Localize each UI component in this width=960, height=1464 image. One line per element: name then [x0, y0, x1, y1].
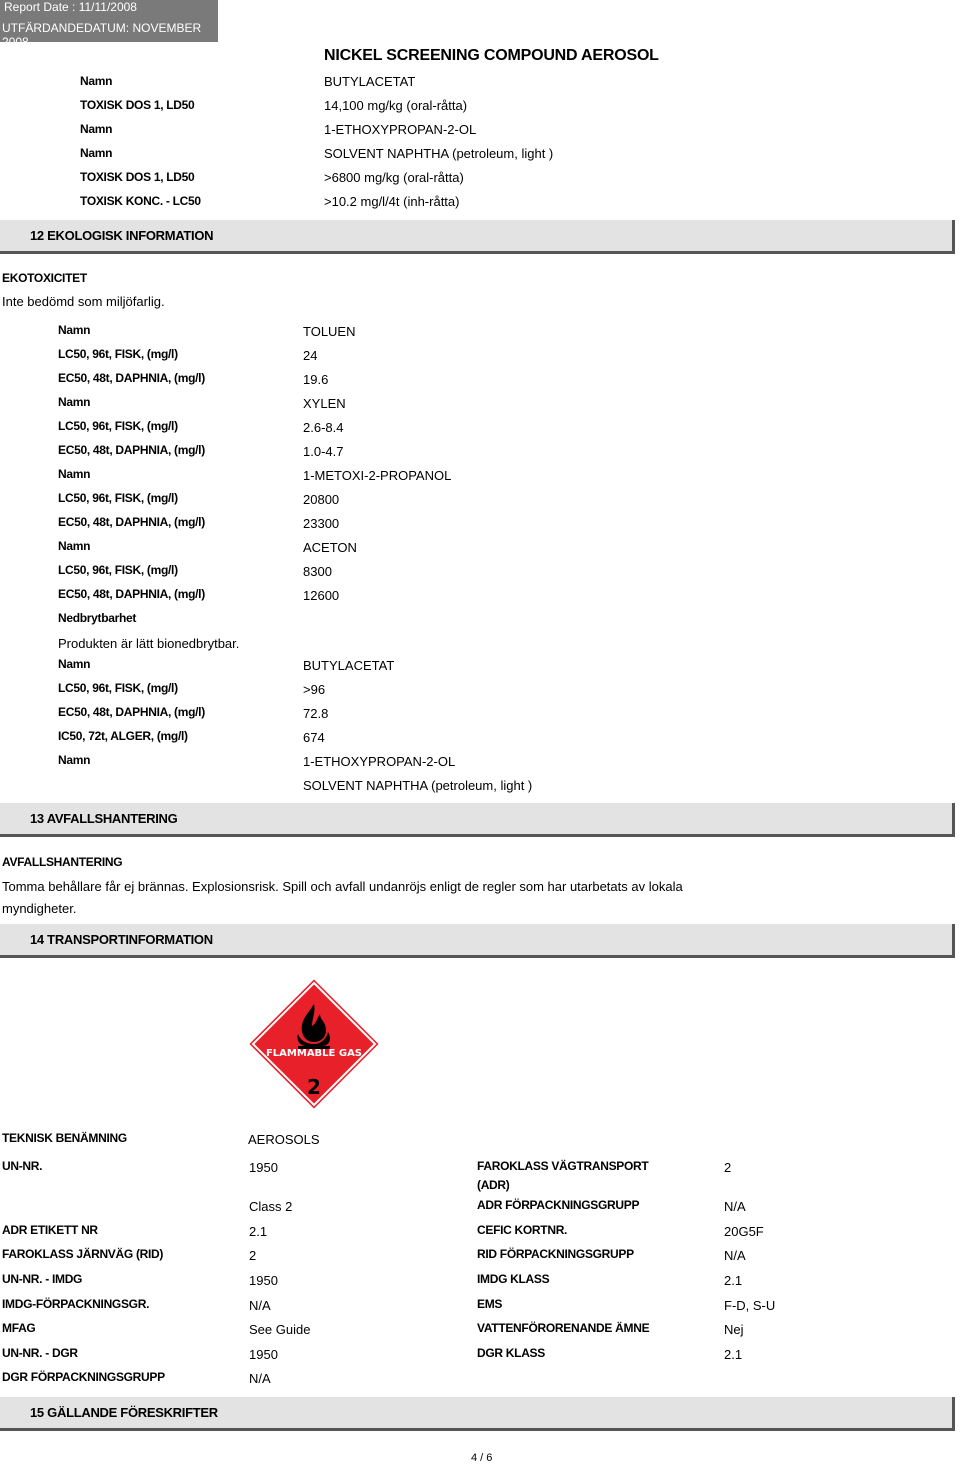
transport-value: 2.1: [249, 1224, 268, 1239]
transport-label: FAROKLASS VÄGTRANSPORT: [477, 1159, 649, 1173]
report-header-bar: [0, 0, 218, 49]
tox-value: >6800 mg/kg (oral-råtta): [324, 170, 464, 185]
transport-label: MFAG: [2, 1321, 36, 1335]
tox-label: Namn: [80, 146, 113, 160]
section-14-header: [0, 924, 955, 958]
eco-value: 19.6: [303, 372, 329, 387]
section-13-header: [0, 803, 955, 837]
transport-label: VATTENFÖRORENANDE ÄMNE: [477, 1321, 650, 1335]
transport-value: 2.1: [724, 1347, 743, 1362]
transport-label: RID FÖRPACKNINGSGRUPP: [477, 1247, 634, 1261]
eco-label: Namn: [58, 657, 91, 671]
transport-label: ADR ETIKETT NR: [2, 1223, 98, 1237]
tox-label: Namn: [80, 122, 113, 136]
eco-value: 1-METOXI-2-PROPANOL: [303, 468, 452, 483]
product-title: NICKEL SCREENING COMPOUND AEROSOL: [324, 47, 659, 64]
eco-label: Namn: [58, 467, 91, 481]
eco-label: Namn: [58, 323, 91, 337]
transport-value: 2: [724, 1160, 732, 1175]
eco-label: EC50, 48t, DAPHNIA, (mg/l): [58, 371, 205, 385]
eco-label: LC50, 96t, FISK, (mg/l): [58, 347, 178, 361]
eco-value: XYLEN: [303, 396, 346, 411]
transport-value: N/A: [724, 1248, 746, 1263]
ecotox-text: Inte bedömd som miljöfarlig.: [2, 294, 165, 309]
eco-label: LC50, 96t, FISK, (mg/l): [58, 681, 178, 695]
transport-label: UN-NR.: [2, 1159, 43, 1173]
transport-value: F-D, S-U: [724, 1298, 776, 1313]
eco-value: TOLUEN: [303, 324, 356, 339]
eco-value: 23300: [303, 516, 340, 531]
pictogram-number: 2: [307, 1075, 321, 1099]
eco-label: LC50, 96t, FISK, (mg/l): [58, 491, 178, 505]
section-12-title: 12 EKOLOGISK INFORMATION: [30, 228, 214, 243]
eco-value: 8300: [303, 564, 332, 579]
transport-label: ADR FÖRPACKNINGSGRUPP: [477, 1198, 640, 1212]
tox-label: Namn: [80, 74, 113, 88]
eco-value: 1.0-4.7: [303, 444, 344, 459]
eco-label: EC50, 48t, DAPHNIA, (mg/l): [58, 515, 205, 529]
transport-label: FAROKLASS JÄRNVÄG (RID): [2, 1247, 164, 1261]
transport-label: EMS: [477, 1297, 503, 1311]
transport-value: See Guide: [249, 1322, 311, 1337]
transport-value: 1950: [249, 1347, 278, 1362]
eco-label: LC50, 96t, FISK, (mg/l): [58, 563, 178, 577]
transport-label: TEKNISK BENÄMNING: [2, 1131, 127, 1145]
tox-value: 14,100 mg/kg (oral-råtta): [324, 98, 468, 113]
flammable-gas-diamond-icon: [246, 976, 382, 1112]
section-13-title: 13 AVFALLSHANTERING: [30, 811, 178, 826]
eco-label: IC50, 72t, ALGER, (mg/l): [58, 729, 188, 743]
transport-label: UN-NR. - IMDG: [2, 1272, 83, 1286]
tox-value: >10.2 mg/l/4t (inh-råtta): [324, 194, 460, 209]
transport-value: 2.1: [724, 1273, 743, 1288]
section-12-header: [0, 220, 955, 254]
eco-label: Namn: [58, 753, 91, 767]
transport-label: DGR KLASS: [477, 1346, 545, 1360]
degradability-heading: Nedbrytbarhet: [58, 611, 137, 625]
eco-value: 12600: [303, 588, 340, 603]
transport-value: Class 2: [249, 1199, 293, 1214]
tox-value: BUTYLACETAT: [324, 74, 416, 89]
transport-label-cont: (ADR): [477, 1178, 510, 1192]
eco-value: 20800: [303, 492, 340, 507]
transport-value: Nej: [724, 1322, 744, 1337]
eco-value: >96: [303, 682, 326, 697]
transport-label: CEFIC KORTNR.: [477, 1223, 568, 1237]
tox-label: TOXISK DOS 1, LD50: [80, 170, 195, 184]
transport-value: N/A: [249, 1371, 271, 1386]
eco-value: BUTYLACETAT: [303, 658, 395, 673]
eco-label: Namn: [58, 395, 91, 409]
waste-text-line2: myndigheter.: [2, 901, 77, 916]
eco-label: LC50, 96t, FISK, (mg/l): [58, 419, 178, 433]
eco-value: 1-ETHOXYPROPAN-2-OL: [303, 754, 456, 769]
transport-value: 20G5F: [724, 1224, 764, 1239]
section-15-header: [0, 1397, 955, 1431]
eco-value: 2.6-8.4: [303, 420, 344, 435]
eco-value: ACETON: [303, 540, 357, 555]
issue-date: UTFÄRDANDEDATUM: NOVEMBER 2008: [2, 21, 202, 49]
transport-value: AEROSOLS: [248, 1132, 320, 1147]
waste-text-line1: Tomma behållare får ej brännas. Explosionsrisk. Spill och avfall undanröjs enligt de regler som har utarbetats av lokala: [2, 879, 683, 894]
ecotox-heading: EKOTOXICITET: [2, 271, 87, 285]
transport-label: IMDG-FÖRPACKNINGSGR.: [2, 1297, 150, 1311]
eco-label: Namn: [58, 539, 91, 553]
tox-label: TOXISK DOS 1, LD50: [80, 98, 195, 112]
degradability-text: Produkten är lätt bionedbrytbar.: [58, 636, 240, 651]
eco-label: EC50, 48t, DAPHNIA, (mg/l): [58, 587, 205, 601]
tox-value: SOLVENT NAPHTHA (petroleum, light ): [324, 146, 554, 161]
eco-label: EC50, 48t, DAPHNIA, (mg/l): [58, 443, 205, 457]
transport-value: 1950: [249, 1273, 278, 1288]
waste-heading: AVFALLSHANTERING: [2, 855, 123, 869]
report-date: Report Date : 11/11/2008: [4, 0, 137, 14]
eco-label: EC50, 48t, DAPHNIA, (mg/l): [58, 705, 205, 719]
eco-value: 72.8: [303, 706, 329, 721]
transport-value: N/A: [724, 1199, 746, 1214]
section-14-title: 14 TRANSPORTINFORMATION: [30, 932, 213, 947]
transport-value: N/A: [249, 1298, 271, 1313]
section-15-title: 15 GÄLLANDE FÖRESKRIFTER: [30, 1405, 218, 1420]
page-number: 4 / 6: [471, 1452, 493, 1464]
tox-value: 1-ETHOXYPROPAN-2-OL: [324, 122, 477, 137]
eco-value: 674: [303, 730, 325, 745]
tox-label: TOXISK KONC. - LC50: [80, 194, 201, 208]
eco-value: SOLVENT NAPHTHA (petroleum, light ): [303, 778, 533, 793]
transport-value: 2: [249, 1248, 257, 1263]
pictogram-text: FLAMMABLE GAS: [265, 1048, 363, 1059]
transport-label: IMDG KLASS: [477, 1272, 550, 1286]
transport-label: UN-NR. - DGR: [2, 1346, 78, 1360]
eco-value: 24: [303, 348, 318, 363]
transport-label: DGR FÖRPACKNINGSGRUPP: [2, 1370, 165, 1384]
transport-value: 1950: [249, 1160, 278, 1175]
